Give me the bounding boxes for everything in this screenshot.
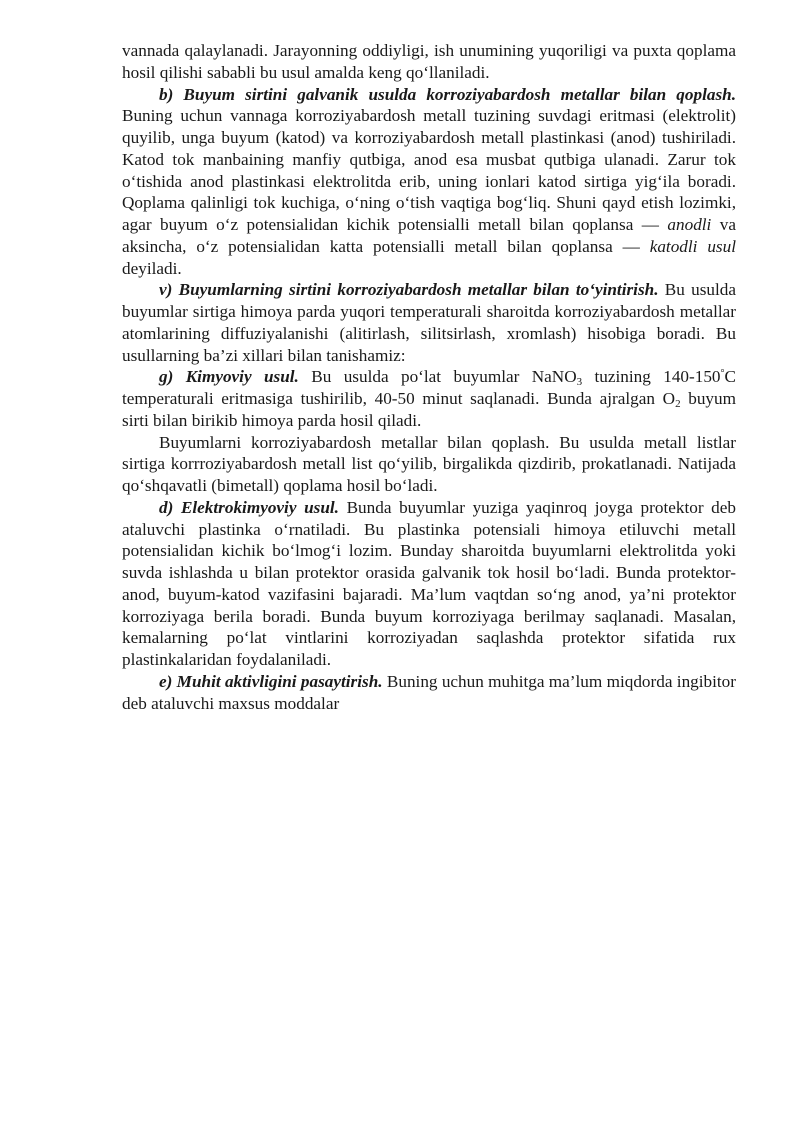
section-heading-v: v) Buyumlarning sirtini korroziyabardosh metallar bilan to‘yintirish. bbox=[159, 280, 659, 300]
paragraph-text: buyum sirti bilan birikib himoya parda hosil qiladi. bbox=[122, 389, 736, 430]
paragraph-text: Bu usulda buyumlar sirtiga himoya parda yuqori temperaturali sharoitda korroziyabardosh metallar atomlarining diffuziyalanishi (alitirlash, silitsirlash, xromlash) hisobiga boradi. Bu usullarning ba’zi xillari bilan tanishamiz: bbox=[122, 280, 737, 365]
paragraph-text: deyiladi. bbox=[122, 258, 182, 278]
paragraph-text: tuzining 140-150 bbox=[582, 367, 721, 387]
paragraph-text: Bunda buyumlar yuziga yaqinroq joyga protektor deb ataluvchi plastinka o‘rnatiladi. Bu plastinka potensiali himoya etiluvchi metall potensialidan kichik bo‘lmog‘i lozim. Bunday sharoitda buyumlarni elektrolitda yoki suvda ishlashda u bilan protektor orasida galvanik tok hosil bo‘ladi. Bunda protektor-anod, buyum-katod vazifasini bajaradi. Ma’lum vaqtdan so‘ng anod, ya’ni protektor korroziyaga berila boradi. Bunda buyum korroziyaga berilmay saqlanadi. Masalan, kemalarning po‘lat vintlarini korroziyadan saqlashda protektor sifatida rux plastinkalaridan foydalaniladi. bbox=[122, 497, 736, 669]
document-page bbox=[122, 40, 736, 714]
paragraph-text: vannada qalaylanadi. Jarayonning oddiyligi, ish unumining yuqoriligi va puxta qoplama hosil qilishi sababli bu usul amalda keng qo‘llaniladi. bbox=[122, 41, 736, 82]
paragraph-saturation bbox=[122, 279, 736, 366]
paragraph-text: Buning uchun muhitga ma’lum miqdorda ingibitor deb ataluvchi maxsus moddalar bbox=[122, 671, 736, 713]
section-heading-e: e) Muhit aktivligini pasaytirish. bbox=[159, 671, 383, 691]
subscript-3: 3 bbox=[576, 376, 583, 389]
paragraph-text: Buning uchun vannaga korroziyabardosh metall tuzining suvdagi eritmasi (elektrolit) quyilib, unga buyum (katod) va korroziyabardosh metall plastinkasi (anod) tushiriladi. Katod tok manbaining manfiy qutbiga, anod esa musbat qutbiga ulanadi. Zarur tok o‘tishida anod plastinkasi elektrolitda erib, uning ionlari katod sirtiga yig‘ila boradi. Qoplama qalinligi tok kuchiga, o‘ning o‘tish vaqtiga bog‘liq. Shuni qayd etish lozimki, agar buyum o‘z potensialidan kichik potensialli metall bilan qoplansa — bbox=[122, 106, 736, 234]
section-heading-b: b) Buyum sirtini galvanik usulda korroziyabardosh metallar bilan qoplash. bbox=[159, 84, 736, 104]
paragraph-galvanizing-end bbox=[122, 40, 736, 84]
italic-term-cathodic: katodli usul bbox=[649, 236, 736, 256]
paragraph-bimetal bbox=[122, 432, 736, 497]
paragraph-text: C temperaturali eritmasiga tushirilib, 40-50 minut saqlanadi. Bunda ajralgan O bbox=[122, 367, 736, 408]
paragraph-text: Buyumlarni korroziyabardosh metallar bilan qoplash. Bu usulda metall listlar sirtiga korrroziyabardosh metall list qo‘yilib, birgalikda qizdirib, prokatlanadi. Natijada qo‘shqavatli (bimetall) qoplama hosil bo‘ladi. bbox=[122, 432, 736, 495]
paragraph-medium-activity bbox=[122, 671, 736, 715]
paragraph-text: Bu usulda po‘lat buyumlar NaNO bbox=[298, 367, 577, 387]
section-heading-g: g) Kimyoviy usul. bbox=[159, 367, 299, 387]
degree-symbol: ° bbox=[720, 368, 725, 380]
paragraph-text: va aksincha, o‘z potensialidan katta potensialli metall bilan qoplansa — bbox=[122, 215, 736, 256]
subscript-2: 2 bbox=[675, 398, 681, 410]
paragraph-chemical-method bbox=[122, 366, 736, 431]
section-heading-d: d) Elektrokimyoviy usul. bbox=[159, 497, 339, 517]
italic-term-anodic: anodli bbox=[667, 215, 712, 234]
paragraph-galvanic-coating bbox=[122, 84, 736, 280]
paragraph-electrochemical bbox=[122, 497, 736, 671]
